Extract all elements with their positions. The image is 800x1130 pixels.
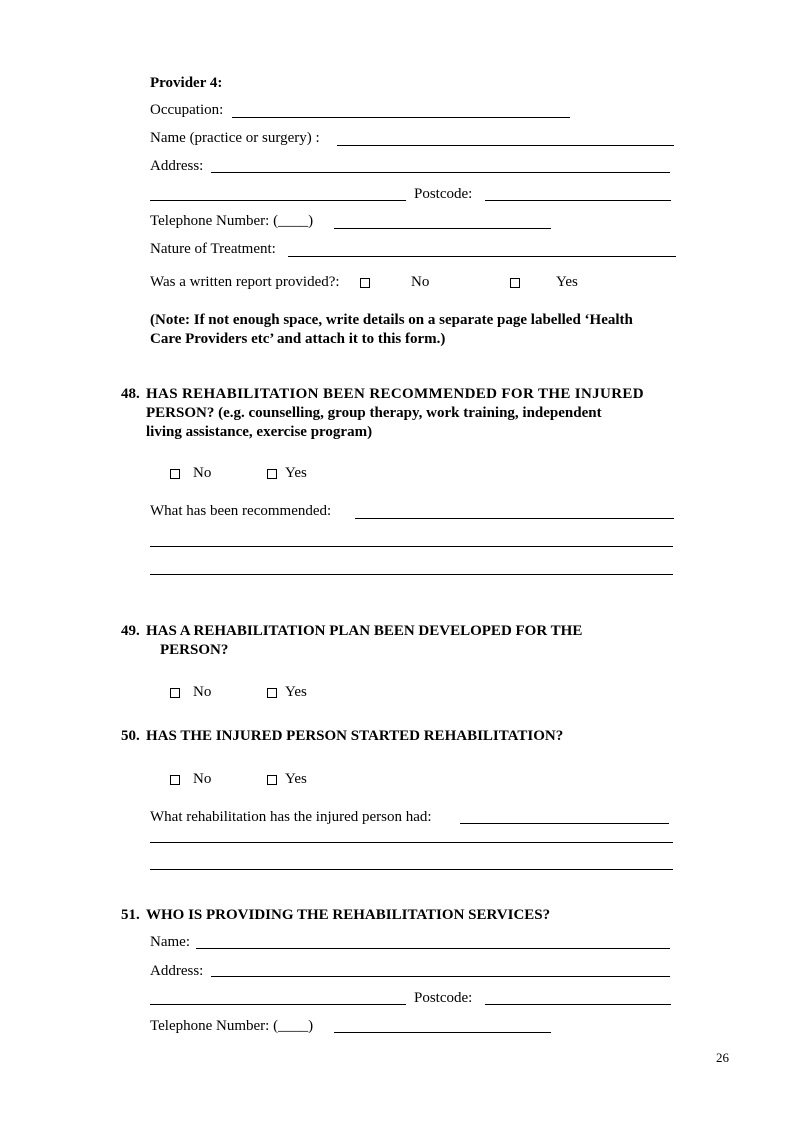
treatment-field[interactable] — [288, 256, 676, 257]
practice-name-label: Name (practice or surgery) : — [150, 130, 320, 146]
q50-no-label: No — [193, 771, 212, 787]
provider4-telephone-label: Telephone Number: (____) — [150, 213, 314, 229]
q49-number: 49. — [121, 623, 140, 639]
report-question: Was a written report provided?: — [150, 274, 340, 290]
provider4-telephone-field[interactable] — [334, 228, 551, 229]
q48-yes-label: Yes — [285, 465, 307, 481]
q51-address-field[interactable] — [211, 976, 670, 977]
q48-recommended-field[interactable] — [355, 518, 674, 519]
q49-yes-label: Yes — [285, 684, 307, 700]
q51-postcode-label: Postcode: — [414, 990, 473, 1006]
q51-name-label: Name: — [150, 934, 190, 950]
report-yes-label: Yes — [556, 274, 578, 290]
q48-recommended-line-3[interactable] — [150, 574, 673, 575]
provider4-heading: Provider 4: — [150, 75, 223, 91]
q48-line-3: living assistance, exercise program) — [146, 424, 373, 440]
q51-address-label: Address: — [150, 963, 204, 979]
provider4-address-label: Address: — [150, 158, 204, 174]
q50-had-line-3[interactable] — [150, 869, 673, 870]
practice-name-field[interactable] — [337, 145, 674, 146]
note-line-1: (Note: If not enough space, write details on a separate page labelled ‘Health — [150, 312, 633, 328]
q50-yes-label: Yes — [285, 771, 307, 787]
occupation-label: Occupation: — [150, 102, 224, 118]
q50-yes-checkbox[interactable] — [267, 775, 277, 785]
q50-had-label: What rehabilitation has the injured person had: — [150, 809, 432, 825]
q48-line-2: PERSON? (e.g. counselling, group therapy, work training, independent — [146, 405, 602, 421]
q49-no-label: No — [193, 684, 212, 700]
q49-line-1: HAS A REHABILITATION PLAN BEEN DEVELOPED FOR THE — [146, 623, 583, 639]
q48-no-label: No — [193, 465, 212, 481]
q50-no-checkbox[interactable] — [170, 775, 180, 785]
report-yes-checkbox[interactable] — [510, 278, 520, 288]
q48-no-checkbox[interactable] — [170, 469, 180, 479]
q51-line-1: WHO IS PROVIDING THE REHABILITATION SERVICES? — [146, 907, 551, 923]
report-no-checkbox[interactable] — [360, 278, 370, 288]
q51-number: 51. — [121, 907, 140, 923]
q48-recommended-label: What has been recommended: — [150, 503, 332, 519]
q51-telephone-field[interactable] — [334, 1032, 551, 1033]
treatment-label: Nature of Treatment: — [150, 241, 276, 257]
q48-number: 48. — [121, 386, 140, 402]
q49-no-checkbox[interactable] — [170, 688, 180, 698]
occupation-field[interactable] — [232, 117, 570, 118]
q48-recommended-line-2[interactable] — [150, 546, 673, 547]
q48-line-1: HAS REHABILITATION BEEN RECOMMENDED FOR THE INJURED — [146, 386, 644, 402]
q50-number: 50. — [121, 728, 140, 744]
q51-name-field[interactable] — [196, 948, 670, 949]
provider4-address-line2-field[interactable] — [150, 200, 406, 201]
provider4-postcode-field[interactable] — [485, 200, 671, 201]
q50-line-1: HAS THE INJURED PERSON STARTED REHABILITATION? — [146, 728, 564, 744]
page-number: 26 — [716, 1050, 729, 1065]
provider4-postcode-label: Postcode: — [414, 186, 473, 202]
q49-line-2: PERSON? — [160, 642, 229, 658]
q50-had-line-2[interactable] — [150, 842, 673, 843]
report-no-label: No — [411, 274, 430, 290]
q50-had-field[interactable] — [460, 823, 669, 824]
note-line-2: Care Providers etc’ and attach it to this form.) — [150, 331, 446, 347]
q48-yes-checkbox[interactable] — [267, 469, 277, 479]
q51-postcode-field[interactable] — [485, 1004, 671, 1005]
q51-telephone-label: Telephone Number: (____) — [150, 1018, 314, 1034]
provider4-address-field[interactable] — [211, 172, 670, 173]
q49-yes-checkbox[interactable] — [267, 688, 277, 698]
q51-address-line2-field[interactable] — [150, 1004, 406, 1005]
